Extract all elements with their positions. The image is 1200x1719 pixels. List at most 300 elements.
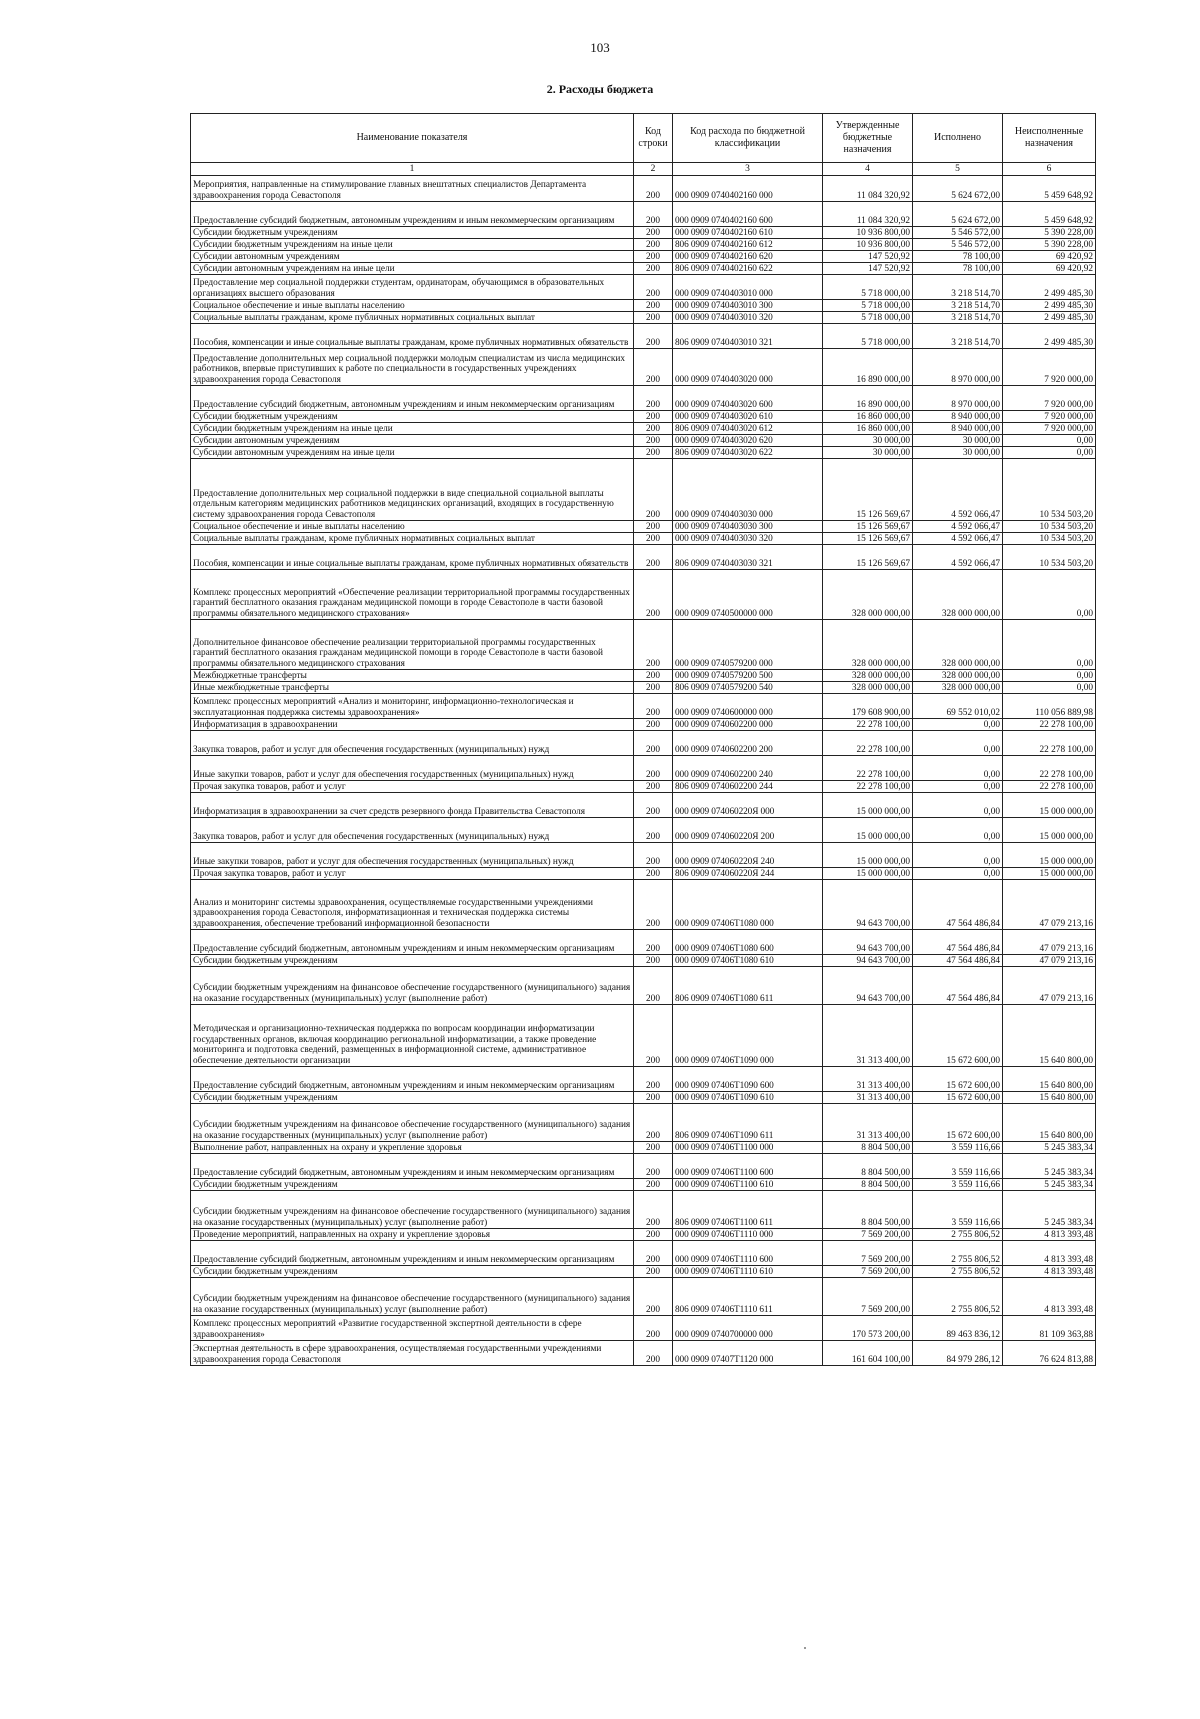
row-unexecuted: 2 499 485,30 xyxy=(1003,324,1096,349)
row-executed: 78 100,00 xyxy=(913,251,1003,263)
row-budget-code: 806 0909 0740403020 622 xyxy=(673,447,823,459)
row-executed: 78 100,00 xyxy=(913,263,1003,275)
row-executed: 84 979 286,12 xyxy=(913,1341,1003,1366)
row-name: Методическая и организационно-техническая поддержка по вопросам координации информатизации государственных органов, включая координацию региональной информатизации, а также проведение мониторинга и подготовка сведений, размещенных в информационной системе, административное обеспечение деятельности организации xyxy=(191,1005,634,1067)
row-name: Социальное обеспечение и иные выплаты населению xyxy=(191,521,634,533)
row-executed: 15 672 600,00 xyxy=(913,1104,1003,1142)
row-line-code: 200 xyxy=(634,1229,673,1241)
row-unexecuted: 10 534 503,20 xyxy=(1003,521,1096,533)
row-name: Субсидии бюджетным учреждениям xyxy=(191,1092,634,1104)
row-unexecuted: 0,00 xyxy=(1003,620,1096,670)
row-executed: 47 564 486,84 xyxy=(913,955,1003,967)
row-executed: 4 592 066,47 xyxy=(913,521,1003,533)
row-line-code: 200 xyxy=(634,818,673,843)
row-executed: 0,00 xyxy=(913,818,1003,843)
row-line-code: 200 xyxy=(634,202,673,227)
row-budget-code: 806 0909 0740602200 244 xyxy=(673,781,823,793)
row-line-code: 200 xyxy=(634,781,673,793)
row-executed: 3 218 514,70 xyxy=(913,300,1003,312)
row-approved: 5 718 000,00 xyxy=(823,275,913,300)
row-approved: 5 718 000,00 xyxy=(823,312,913,324)
table-row xyxy=(191,275,1096,300)
row-name: Субсидии бюджетным учреждениям на иные цели xyxy=(191,239,634,251)
row-executed: 328 000 000,00 xyxy=(913,670,1003,682)
row-budget-code: 000 0909 07406Т1090 600 xyxy=(673,1067,823,1092)
table-row xyxy=(191,521,1096,533)
row-approved: 8 804 500,00 xyxy=(823,1142,913,1154)
row-approved: 5 718 000,00 xyxy=(823,324,913,349)
table-row xyxy=(191,1341,1096,1366)
row-name: Проведение мероприятий, направленных на охрану и укрепление здоровья xyxy=(191,1229,634,1241)
row-name: Субсидии бюджетным учреждениям xyxy=(191,1266,634,1278)
page-number: 103 xyxy=(590,40,610,55)
row-executed: 2 755 806,52 xyxy=(913,1229,1003,1241)
row-budget-code: 000 0909 0740500000 000 xyxy=(673,570,823,620)
row-unexecuted: 15 000 000,00 xyxy=(1003,818,1096,843)
row-name: Социальные выплаты гражданам, кроме публичных нормативных социальных выплат xyxy=(191,533,634,545)
row-budget-code: 000 0909 0740403010 320 xyxy=(673,312,823,324)
row-line-code: 200 xyxy=(634,423,673,435)
row-name: Субсидии бюджетным учреждениям xyxy=(191,1179,634,1191)
column-number: 5 xyxy=(913,163,1003,176)
row-unexecuted: 4 813 393,48 xyxy=(1003,1241,1096,1266)
row-line-code: 200 xyxy=(634,955,673,967)
row-name: Субсидии бюджетным учреждениям на финансовое обеспечение государственного (муниципального) задания на оказание государственных (муниципальных) услуг (выполнение работ) xyxy=(191,1278,634,1316)
row-approved: 8 804 500,00 xyxy=(823,1191,913,1229)
row-budget-code: 000 0909 0740403020 610 xyxy=(673,411,823,423)
row-line-code: 200 xyxy=(634,176,673,202)
table-row xyxy=(191,1278,1096,1316)
row-name: Субсидии бюджетным учреждениям xyxy=(191,955,634,967)
row-line-code: 200 xyxy=(634,967,673,1005)
row-approved: 8 804 500,00 xyxy=(823,1154,913,1179)
row-unexecuted: 4 813 393,48 xyxy=(1003,1229,1096,1241)
table-row xyxy=(191,620,1096,670)
row-budget-code: 000 0909 07406Т1110 600 xyxy=(673,1241,823,1266)
row-name: Предоставление дополнительных мер социальной поддержки в виде специальной социальной выплаты отдельным категориям медицинских работников медицинских организаций, входящих в государственную систему здравоохранения города Севастополя xyxy=(191,459,634,521)
row-unexecuted: 10 534 503,20 xyxy=(1003,459,1096,521)
row-name: Субсидии автономным учреждениям на иные цели xyxy=(191,263,634,275)
row-budget-code: 000 0909 0740600000 000 xyxy=(673,694,823,719)
row-unexecuted: 2 499 485,30 xyxy=(1003,300,1096,312)
row-line-code: 200 xyxy=(634,880,673,930)
row-approved: 328 000 000,00 xyxy=(823,620,913,670)
row-line-code: 200 xyxy=(634,386,673,411)
row-line-code: 200 xyxy=(634,756,673,781)
row-line-code: 200 xyxy=(634,459,673,521)
header-unexecuted: Неисполненные назначения xyxy=(1003,114,1096,163)
row-unexecuted: 5 245 383,34 xyxy=(1003,1154,1096,1179)
row-executed: 0,00 xyxy=(913,719,1003,731)
row-executed: 328 000 000,00 xyxy=(913,570,1003,620)
table-row xyxy=(191,967,1096,1005)
row-unexecuted: 5 459 648,92 xyxy=(1003,176,1096,202)
row-unexecuted: 5 390 228,00 xyxy=(1003,239,1096,251)
table-row xyxy=(191,955,1096,967)
row-line-code: 200 xyxy=(634,312,673,324)
row-approved: 15 126 569,67 xyxy=(823,533,913,545)
row-approved: 328 000 000,00 xyxy=(823,682,913,694)
row-unexecuted: 47 079 213,16 xyxy=(1003,930,1096,955)
row-executed: 8 970 000,00 xyxy=(913,386,1003,411)
header-executed: Исполнено xyxy=(913,114,1003,163)
table-row xyxy=(191,239,1096,251)
row-line-code: 200 xyxy=(634,324,673,349)
row-executed: 47 564 486,84 xyxy=(913,930,1003,955)
row-name: Пособия, компенсации и иные социальные выплаты гражданам, кроме публичных нормативных обязательств xyxy=(191,545,634,570)
row-executed: 69 552 010,02 xyxy=(913,694,1003,719)
row-name: Предоставление субсидий бюджетным, автономным учреждениям и иным некоммерческим организациям xyxy=(191,1067,634,1092)
row-name: Комплекс процессных мероприятий «Развитие государственной экспертной деятельности в сфере здравоохранения» xyxy=(191,1316,634,1341)
row-executed: 0,00 xyxy=(913,781,1003,793)
row-approved: 7 569 200,00 xyxy=(823,1229,913,1241)
row-name: Иные закупки товаров, работ и услуг для обеспечения государственных (муниципальных) нужд xyxy=(191,843,634,868)
row-name: Информатизация в здравоохранении за счет средств резервного фонда Правительства Севастополя xyxy=(191,793,634,818)
row-unexecuted: 10 534 503,20 xyxy=(1003,533,1096,545)
row-line-code: 200 xyxy=(634,411,673,423)
table-row xyxy=(191,1229,1096,1241)
row-budget-code: 000 0909 07406Т1080 600 xyxy=(673,930,823,955)
row-line-code: 200 xyxy=(634,300,673,312)
row-unexecuted: 69 420,92 xyxy=(1003,251,1096,263)
row-name: Мероприятия, направленные на стимулирование главных внештатных специалистов Департамента здравоохранения города Севастополя xyxy=(191,176,634,202)
row-budget-code: 000 0909 07406Т1100 000 xyxy=(673,1142,823,1154)
table-row xyxy=(191,324,1096,349)
row-approved: 328 000 000,00 xyxy=(823,670,913,682)
row-unexecuted: 10 534 503,20 xyxy=(1003,545,1096,570)
row-executed: 15 672 600,00 xyxy=(913,1067,1003,1092)
row-approved: 15 126 569,67 xyxy=(823,545,913,570)
header-line-code: Код строки xyxy=(634,114,673,163)
row-approved: 30 000,00 xyxy=(823,435,913,447)
row-executed: 0,00 xyxy=(913,756,1003,781)
row-executed: 4 592 066,47 xyxy=(913,545,1003,570)
row-budget-code: 000 0909 07406Т1080 610 xyxy=(673,955,823,967)
row-budget-code: 000 0909 0740579200 500 xyxy=(673,670,823,682)
row-name: Закупка товаров, работ и услуг для обеспечения государственных (муниципальных) нужд xyxy=(191,818,634,843)
budget-expenses-table xyxy=(190,113,1096,1366)
row-budget-code: 000 0909 0740402160 620 xyxy=(673,251,823,263)
row-executed: 0,00 xyxy=(913,868,1003,880)
row-executed: 2 755 806,52 xyxy=(913,1241,1003,1266)
table-row xyxy=(191,930,1096,955)
row-approved: 8 804 500,00 xyxy=(823,1179,913,1191)
row-budget-code: 806 0909 07406Т1110 611 xyxy=(673,1278,823,1316)
row-executed: 5 624 672,00 xyxy=(913,176,1003,202)
row-unexecuted: 15 640 800,00 xyxy=(1003,1092,1096,1104)
row-unexecuted: 7 920 000,00 xyxy=(1003,423,1096,435)
row-budget-code: 000 0909 0740602200 200 xyxy=(673,731,823,756)
row-line-code: 200 xyxy=(634,521,673,533)
row-unexecuted: 15 000 000,00 xyxy=(1003,868,1096,880)
row-approved: 22 278 100,00 xyxy=(823,781,913,793)
row-unexecuted: 5 245 383,34 xyxy=(1003,1142,1096,1154)
row-name: Субсидии бюджетным учреждениям xyxy=(191,411,634,423)
row-name: Предоставление субсидий бюджетным, автономным учреждениям и иным некоммерческим организациям xyxy=(191,1154,634,1179)
row-unexecuted: 47 079 213,16 xyxy=(1003,955,1096,967)
table-row xyxy=(191,1154,1096,1179)
row-executed: 3 559 116,66 xyxy=(913,1154,1003,1179)
row-executed: 8 940 000,00 xyxy=(913,423,1003,435)
row-unexecuted: 7 920 000,00 xyxy=(1003,386,1096,411)
row-name: Комплекс процессных мероприятий «Обеспечение реализации территориальной программы государственных гарантий бесплатного оказания гражданам медицинской помощи в городе Севастополе в части базовой программы обязательного медицинского страхования» xyxy=(191,570,634,620)
row-line-code: 200 xyxy=(634,843,673,868)
row-approved: 22 278 100,00 xyxy=(823,756,913,781)
row-budget-code: 000 0909 07406Т1080 000 xyxy=(673,880,823,930)
row-name: Субсидии бюджетным учреждениям на финансовое обеспечение государственного (муниципального) задания на оказание государственных (муниципальных) услуг (выполнение работ) xyxy=(191,1191,634,1229)
row-budget-code: 000 0909 0740579200 000 xyxy=(673,620,823,670)
row-name: Предоставление субсидий бюджетным, автономным учреждениям и иным некоммерческим организациям xyxy=(191,930,634,955)
row-name: Предоставление субсидий бюджетным, автономным учреждениям и иным некоммерческим организациям xyxy=(191,1241,634,1266)
row-unexecuted: 69 420,92 xyxy=(1003,263,1096,275)
table-row xyxy=(191,349,1096,386)
row-name: Предоставление субсидий бюджетным, автономным учреждениям и иным некоммерческим организациям xyxy=(191,202,634,227)
row-budget-code: 000 0909 0740403030 300 xyxy=(673,521,823,533)
row-name: Экспертная деятельность в сфере здравоохранения, осуществляемая государственными учреждениями здравоохранения города Севастополя xyxy=(191,1341,634,1366)
row-budget-code: 000 0909 07406Т1100 610 xyxy=(673,1179,823,1191)
row-budget-code: 000 0909 0740602200 240 xyxy=(673,756,823,781)
row-budget-code: 000 0909 0740403010 000 xyxy=(673,275,823,300)
table-row xyxy=(191,435,1096,447)
row-budget-code: 806 0909 0740402160 622 xyxy=(673,263,823,275)
row-approved: 7 569 200,00 xyxy=(823,1278,913,1316)
column-number: 3 xyxy=(673,163,823,176)
table-row xyxy=(191,793,1096,818)
row-budget-code: 806 0909 07406Т1100 611 xyxy=(673,1191,823,1229)
row-line-code: 200 xyxy=(634,1092,673,1104)
row-unexecuted: 22 278 100,00 xyxy=(1003,756,1096,781)
row-name: Анализ и мониторинг системы здравоохранения, осуществляемые государственными учреждениями здравоохранения города Севастополя, информатизационная и техническая поддержка системы здравоохранения, обеспечение требований информационной безопасности xyxy=(191,880,634,930)
row-unexecuted: 0,00 xyxy=(1003,447,1096,459)
row-name: Предоставление дополнительных мер социальной поддержки молодым специалистам из числа медицинских работников, впервые приступивших к работе по специальности в государственных учреждениях здравоохранения города Севастополя xyxy=(191,349,634,386)
row-executed: 5 546 572,00 xyxy=(913,239,1003,251)
row-approved: 94 643 700,00 xyxy=(823,930,913,955)
row-line-code: 200 xyxy=(634,570,673,620)
table-row xyxy=(191,176,1096,202)
row-name: Субсидии бюджетным учреждениям на иные цели xyxy=(191,423,634,435)
row-line-code: 200 xyxy=(634,930,673,955)
row-unexecuted: 15 640 800,00 xyxy=(1003,1067,1096,1092)
row-name: Прочая закупка товаров, работ и услуг xyxy=(191,868,634,880)
row-budget-code: 000 0909 07406Т1090 000 xyxy=(673,1005,823,1067)
table-row xyxy=(191,868,1096,880)
row-unexecuted: 0,00 xyxy=(1003,570,1096,620)
row-line-code: 200 xyxy=(634,1278,673,1316)
table-row xyxy=(191,423,1096,435)
row-name: Иные закупки товаров, работ и услуг для обеспечения государственных (муниципальных) нужд xyxy=(191,756,634,781)
header-approved: Утвержденные бюджетные назначения xyxy=(823,114,913,163)
row-executed: 0,00 xyxy=(913,731,1003,756)
row-line-code: 200 xyxy=(634,620,673,670)
row-approved: 22 278 100,00 xyxy=(823,731,913,756)
row-executed: 4 592 066,47 xyxy=(913,459,1003,521)
row-unexecuted: 4 813 393,48 xyxy=(1003,1278,1096,1316)
row-approved: 31 313 400,00 xyxy=(823,1005,913,1067)
row-line-code: 200 xyxy=(634,1191,673,1229)
row-line-code: 200 xyxy=(634,545,673,570)
row-unexecuted: 76 624 813,88 xyxy=(1003,1341,1096,1366)
row-approved: 22 278 100,00 xyxy=(823,719,913,731)
row-budget-code: 000 0909 0740403010 300 xyxy=(673,300,823,312)
row-approved: 11 084 320,92 xyxy=(823,202,913,227)
row-line-code: 200 xyxy=(634,1179,673,1191)
row-executed: 328 000 000,00 xyxy=(913,620,1003,670)
row-approved: 170 573 200,00 xyxy=(823,1316,913,1341)
row-budget-code: 000 0909 0740403030 000 xyxy=(673,459,823,521)
row-approved: 16 860 000,00 xyxy=(823,423,913,435)
row-unexecuted: 2 499 485,30 xyxy=(1003,312,1096,324)
row-budget-code: 000 0909 0740403030 320 xyxy=(673,533,823,545)
row-line-code: 200 xyxy=(634,1316,673,1341)
row-name: Субсидии автономным учреждениям xyxy=(191,435,634,447)
table-row xyxy=(191,312,1096,324)
table-row xyxy=(191,1104,1096,1142)
row-executed: 30 000,00 xyxy=(913,447,1003,459)
row-unexecuted: 110 056 889,98 xyxy=(1003,694,1096,719)
row-name: Закупка товаров, работ и услуг для обеспечения государственных (муниципальных) нужд xyxy=(191,731,634,756)
row-approved: 15 126 569,67 xyxy=(823,521,913,533)
row-executed: 2 755 806,52 xyxy=(913,1266,1003,1278)
row-budget-code: 000 0909 07406Т1090 610 xyxy=(673,1092,823,1104)
row-name: Субсидии бюджетным учреждениям xyxy=(191,227,634,239)
table-row xyxy=(191,386,1096,411)
header-budget-code: Код расхода по бюджетной классификации xyxy=(673,114,823,163)
row-budget-code: 000 0909 07407Т1120 000 xyxy=(673,1341,823,1366)
row-line-code: 200 xyxy=(634,251,673,263)
section-title: 2. Расходы бюджета xyxy=(546,82,654,96)
row-approved: 94 643 700,00 xyxy=(823,880,913,930)
row-unexecuted: 7 920 000,00 xyxy=(1003,349,1096,386)
row-executed: 2 755 806,52 xyxy=(913,1278,1003,1316)
row-approved: 31 313 400,00 xyxy=(823,1092,913,1104)
row-budget-code: 000 0909 074060220Я 000 xyxy=(673,793,823,818)
row-line-code: 200 xyxy=(634,793,673,818)
row-budget-code: 000 0909 07406Т1110 000 xyxy=(673,1229,823,1241)
row-approved: 94 643 700,00 xyxy=(823,955,913,967)
column-number: 1 xyxy=(191,163,634,176)
row-executed: 3 218 514,70 xyxy=(913,275,1003,300)
table-row xyxy=(191,818,1096,843)
row-name: Субсидии автономным учреждениям на иные цели xyxy=(191,447,634,459)
row-executed: 3 218 514,70 xyxy=(913,312,1003,324)
table-row xyxy=(191,682,1096,694)
row-unexecuted: 15 000 000,00 xyxy=(1003,793,1096,818)
row-budget-code: 806 0909 07406Т1090 611 xyxy=(673,1104,823,1142)
row-name: Межбюджетные трансферты xyxy=(191,670,634,682)
row-unexecuted: 81 109 363,88 xyxy=(1003,1316,1096,1341)
row-line-code: 200 xyxy=(634,1241,673,1266)
header-name: Наименование показателя xyxy=(191,114,634,163)
row-unexecuted: 47 079 213,16 xyxy=(1003,880,1096,930)
row-executed: 15 672 600,00 xyxy=(913,1005,1003,1067)
row-line-code: 200 xyxy=(634,447,673,459)
row-executed: 8 970 000,00 xyxy=(913,349,1003,386)
row-unexecuted: 5 245 383,34 xyxy=(1003,1191,1096,1229)
row-budget-code: 000 0909 07406Т1110 610 xyxy=(673,1266,823,1278)
row-name: Информатизация в здравоохранении xyxy=(191,719,634,731)
table-row xyxy=(191,570,1096,620)
table-row xyxy=(191,1179,1096,1191)
row-approved: 328 000 000,00 xyxy=(823,570,913,620)
row-budget-code: 000 0909 0740402160 610 xyxy=(673,227,823,239)
row-budget-code: 000 0909 0740403020 000 xyxy=(673,349,823,386)
row-executed: 3 559 116,66 xyxy=(913,1179,1003,1191)
table-row xyxy=(191,1191,1096,1229)
table-row xyxy=(191,545,1096,570)
row-line-code: 200 xyxy=(634,227,673,239)
table-row xyxy=(191,1241,1096,1266)
row-unexecuted: 5 459 648,92 xyxy=(1003,202,1096,227)
row-line-code: 200 xyxy=(634,1104,673,1142)
table-row xyxy=(191,1142,1096,1154)
row-line-code: 200 xyxy=(634,868,673,880)
scan-speck xyxy=(804,1647,806,1649)
table-row xyxy=(191,843,1096,868)
table-row xyxy=(191,459,1096,521)
table-row xyxy=(191,694,1096,719)
row-budget-code: 806 0909 0740403030 321 xyxy=(673,545,823,570)
row-line-code: 200 xyxy=(634,1266,673,1278)
row-unexecuted: 47 079 213,16 xyxy=(1003,967,1096,1005)
table-row xyxy=(191,1266,1096,1278)
table-row xyxy=(191,411,1096,423)
row-executed: 4 592 066,47 xyxy=(913,533,1003,545)
row-name: Пособия, компенсации и иные социальные выплаты гражданам, кроме публичных нормативных обязательств xyxy=(191,324,634,349)
row-unexecuted: 0,00 xyxy=(1003,435,1096,447)
row-name: Выполнение работ, направленных на охрану и укрепление здоровья xyxy=(191,1142,634,1154)
table-row xyxy=(191,533,1096,545)
row-line-code: 200 xyxy=(634,275,673,300)
column-number-row xyxy=(191,163,1096,176)
row-budget-code: 000 0909 0740402160 600 xyxy=(673,202,823,227)
row-approved: 16 890 000,00 xyxy=(823,349,913,386)
row-approved: 16 890 000,00 xyxy=(823,386,913,411)
table-row xyxy=(191,1092,1096,1104)
row-line-code: 200 xyxy=(634,1341,673,1366)
row-unexecuted: 5 390 228,00 xyxy=(1003,227,1096,239)
table-row xyxy=(191,880,1096,930)
row-line-code: 200 xyxy=(634,682,673,694)
row-approved: 179 608 900,00 xyxy=(823,694,913,719)
row-budget-code: 000 0909 07406Т1100 600 xyxy=(673,1154,823,1179)
row-budget-code: 000 0909 074060220Я 240 xyxy=(673,843,823,868)
row-unexecuted: 22 278 100,00 xyxy=(1003,781,1096,793)
row-executed: 89 463 836,12 xyxy=(913,1316,1003,1341)
row-name: Дополнительное финансовое обеспечение реализации территориальной программы государственных гарантий бесплатного оказания гражданам медицинской помощи в городе Севастополе в части базовой программы обязательного медицинского страхования xyxy=(191,620,634,670)
row-approved: 15 000 000,00 xyxy=(823,818,913,843)
row-executed: 3 559 116,66 xyxy=(913,1142,1003,1154)
row-name: Иные межбюджетные трансферты xyxy=(191,682,634,694)
row-unexecuted: 0,00 xyxy=(1003,670,1096,682)
row-budget-code: 000 0909 0740602200 000 xyxy=(673,719,823,731)
row-approved: 94 643 700,00 xyxy=(823,967,913,1005)
row-approved: 30 000,00 xyxy=(823,447,913,459)
row-line-code: 200 xyxy=(634,1142,673,1154)
row-approved: 11 084 320,92 xyxy=(823,176,913,202)
row-budget-code: 806 0909 07406Т1080 611 xyxy=(673,967,823,1005)
table-row xyxy=(191,731,1096,756)
row-line-code: 200 xyxy=(634,731,673,756)
table-row xyxy=(191,670,1096,682)
row-line-code: 200 xyxy=(634,533,673,545)
row-approved: 10 936 800,00 xyxy=(823,239,913,251)
row-budget-code: 806 0909 0740403020 612 xyxy=(673,423,823,435)
row-budget-code: 000 0909 0740403020 600 xyxy=(673,386,823,411)
row-line-code: 200 xyxy=(634,1005,673,1067)
table-row xyxy=(191,756,1096,781)
row-approved: 7 569 200,00 xyxy=(823,1266,913,1278)
row-approved: 31 313 400,00 xyxy=(823,1067,913,1092)
